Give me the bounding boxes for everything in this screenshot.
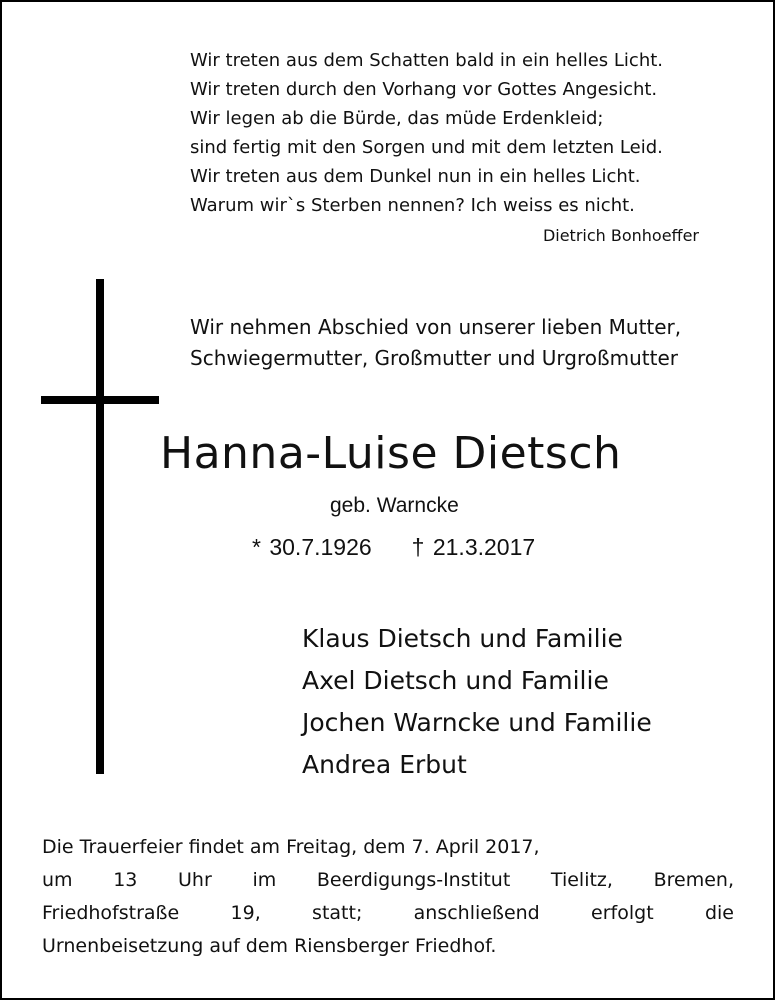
service-line: Urnenbeisetzung auf dem Riensberger Friedhof. [42, 935, 497, 957]
service-line: Friedhofstraße 19, statt; anschließend erfolgt die [42, 902, 734, 924]
cross-icon [96, 279, 104, 774]
mourner: Jochen Warncke und Familie [302, 708, 652, 737]
farewell-text [190, 312, 681, 374]
farewell-line: Wir nehmen Abschied von unserer lieben Mutter, [190, 315, 682, 339]
death-date: † 21.3.2017 [411, 534, 536, 560]
mourner: Klaus Dietsch und Familie [302, 624, 623, 653]
farewell-line: Schwiegermutter, Großmutter und Urgroßmutter [190, 346, 678, 370]
poem-line: Wir treten aus dem Dunkel nun in ein helles Licht. [190, 166, 641, 187]
poem-author: Dietrich Bonhoeffer [542, 226, 699, 245]
service-info [42, 831, 734, 963]
poem-line: Wir treten aus dem Schatten bald in ein helles Licht. [190, 50, 664, 71]
birth-date: * 30.7.1926 [252, 534, 372, 560]
service-line: Die Trauerfeier findet am Freitag, dem 7. April 2017, [42, 836, 540, 858]
service-line: um 13 Uhr im Beerdigungs-Institut Tielitz, Bremen, [42, 869, 734, 891]
deceased-name: Hanna-Luise Dietsch [160, 428, 622, 479]
life-dates [252, 534, 535, 561]
poem-line: sind fertig mit den Sorgen und mit dem letzten Leid. [190, 137, 663, 158]
maiden-name: geb. Warncke [330, 494, 459, 517]
poem-line: Warum wir`s Sterben nennen? Ich weiss es nicht. [190, 195, 635, 216]
poem [190, 46, 663, 220]
cross-icon-bar [41, 396, 159, 404]
mourner: Axel Dietsch und Familie [302, 666, 609, 695]
mourners-list [302, 618, 652, 786]
poem-line: Wir treten durch den Vorhang vor Gottes Angesicht. [190, 79, 658, 100]
poem-line: Wir legen ab die Bürde, das müde Erdenkleid; [190, 108, 604, 129]
mourner: Andrea Erbut [302, 750, 467, 779]
